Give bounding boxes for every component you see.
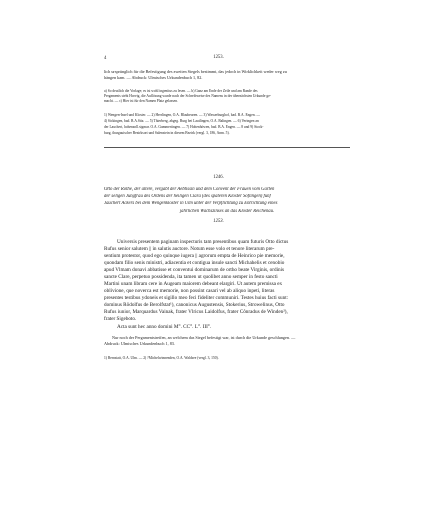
- latin-text-line: oblivione, que noverca est memorie, non possint casari vel ab aliquo inpeti, literas: [104, 288, 275, 294]
- summary-line: der seligen Jungfrau des Ordens der heiligen Clara (des späteren Kloster Söflingen) fünf: [104, 194, 271, 199]
- latin-text-line: sentium protestor, quod ego quinque iugera || agrorum empta de Heinrico pie memorie,: [104, 253, 285, 259]
- footnote-1-line: der Lauchert, hohenzoll.sigmar. O.A. Gammertingen. — 7) Hohenhöwen, bad. B.A. Engen. — 8 und 9) Stock-: [104, 125, 264, 129]
- footnote-1-line: 1) Wengen-Insel und Kloster. — 2) Herrlingen, O.A. Blaubeuren. — 3) Wasserburghof, bad. B.A. Engen. —: [104, 113, 261, 117]
- summary-line: Otto der Rothe, der ältere, vergabt der Aebtissin und dem Convent der Frauen vom Garten: [104, 187, 275, 192]
- latin-text-line: Rufus senior salutem || in salutis auctore. Notum esse volo et tenore literarum pre-: [104, 246, 275, 252]
- latin-text-line: sancte Clare, perpetuo possidenda, ita tamen ut quolibet anno semper in festo sancti: [104, 274, 278, 280]
- document-footnote: 1) Bernstatt, O.A. Ulm. — 2) ?Michelwinnenden, O.A. Waldsee (vergl. 3, 150).: [104, 356, 219, 360]
- source-note-line: Nur noch der Pergamentstreifen, an welchem das Siegel befestigt war, ist durch die Urkunde geschlungen. —: [112, 335, 296, 340]
- dating-line: Acta sunt hec anno domini M°. CC°. L°. III°.: [117, 324, 212, 330]
- footnote-a-line: Pergaments steht Horvig, die Auflösung wurde nach der Schreibweise des Namens in der übernächsten Urkunde ge-: [104, 94, 271, 98]
- footnote-a-line: a) So deutlich die Vorlage; es ist wohl ingenitus zu lesen. — b) Ganz am Ende der Zeile und am Rande des: [104, 89, 258, 93]
- latin-text-line: presentes testibus ydoneis et sigillo meo feci fideliter communiri. Testes huius facti sunt:: [104, 295, 289, 301]
- latin-text-line: Martini unam libram cere in Augeam maiorem debeant elargiri. Ut autem premissa ex: [104, 281, 283, 287]
- latin-text-line: Universis presentem paginam inspecturis tam presentibus quam futuris Otto dictus: [117, 239, 289, 245]
- latin-text-line: frater Sigeboto.: [104, 316, 137, 322]
- latin-text-line: dominus Rôdolfus de Berolfstat¹), canonicus Augustensis, Stokerius, Strowelinus, Otto: [104, 302, 285, 308]
- top-paragraph-line: lich ursprünglich für die Befestigung des zweiten Siegels bestimmt, das jedoch in Wirklichkeit weder weg zu: [104, 69, 287, 74]
- footnote-1-line: 4) Sickingen, bad. B.A.Stiz. — 5) Thierberg, abgeg. Burg bei Lautlingen, O.A. Balingen. — 6) Veringen an: [104, 119, 259, 123]
- document-number: 1246.: [213, 175, 224, 180]
- page-year-header: 1253.: [213, 55, 224, 60]
- summary-line: Jauchert Ackers bei dem Wengenkloster in Ulm unter der Verpflichtung zu Entrichtung eines: [104, 201, 278, 206]
- footnote-a-line: macht. — c) Hier ist für den Namen Platz gelassen.: [104, 99, 178, 103]
- section-divider: [104, 147, 350, 148]
- page-number: 4: [104, 56, 107, 61]
- top-paragraph-line: hängen kam. — Abdruck: Ulmisches Urkundenbuch 1, 82.: [104, 75, 203, 80]
- latin-text-line: Rufus iunior, Marquardus Vainak, frater Vlricus Laidolfus, frater Cônradus de Winden²),: [104, 309, 288, 315]
- source-note-line: Abdruck: Ulmisches Urkundenbuch 1, 83.: [104, 341, 175, 346]
- summary-line: jährlichen Wachszinses an das Kloster Reichenau.: [179, 209, 275, 214]
- latin-text-line: quondam filio senis ministri, adiacentia et contigua insule sancti Michahelis et cenobio: [104, 260, 285, 266]
- footnote-1-line: burg, thurgauischer Bezirksort und Salenstein in diesem Bezirk (vergl. 3, 186, Anm. 5).: [104, 131, 230, 135]
- document-year: 1253.: [213, 219, 224, 224]
- latin-text-line: apud Vlmam donavi abbatisse et conventui dominarum de ortho beate Virginis, ordinis: [104, 267, 285, 273]
